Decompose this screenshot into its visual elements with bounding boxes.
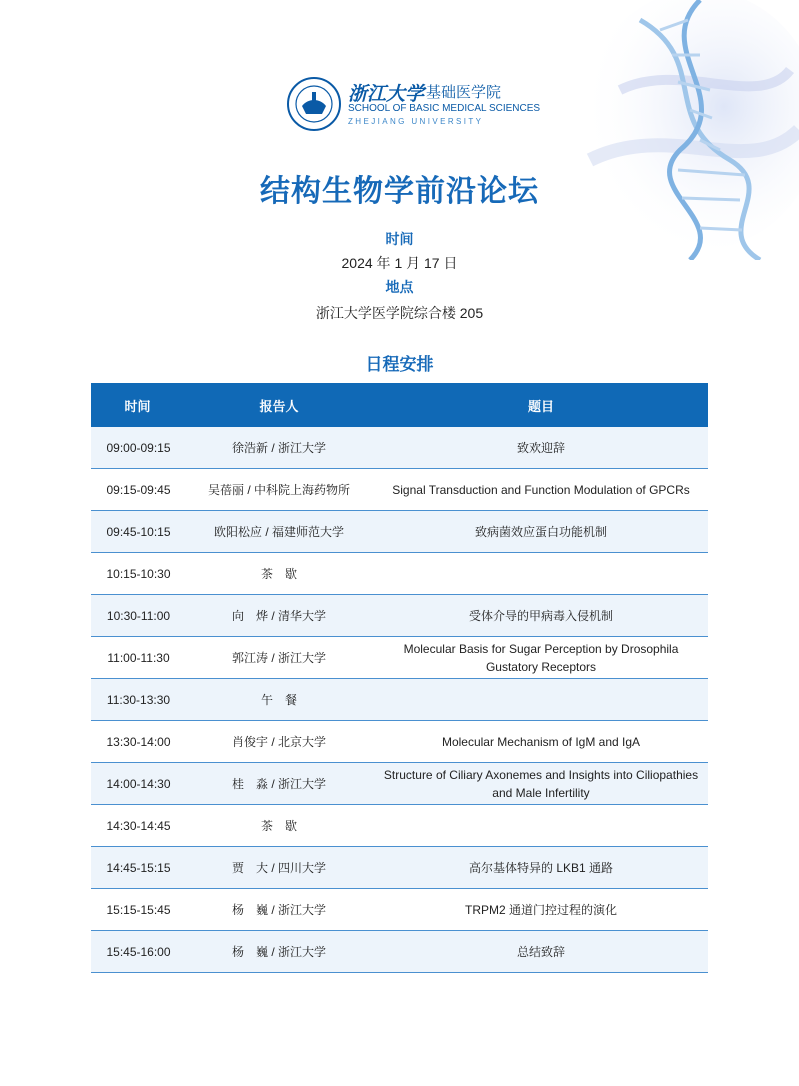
university-seal-icon: [286, 76, 342, 132]
row-speaker: 茶 歇: [184, 805, 374, 847]
university-name-cn: 浙江大学: [348, 83, 425, 105]
dna-helix-graphic: [560, 0, 799, 260]
row-time: 09:15-09:45: [91, 469, 184, 511]
schedule-heading: 日程安排: [365, 355, 434, 374]
school-name-en: SCHOOL OF BASIC MEDICAL SCIENCES: [348, 103, 541, 114]
row-topic: 总结致辞: [374, 931, 708, 973]
table-row: [91, 637, 708, 679]
row-speaker: 欧阳松应 / 福建师范大学: [184, 511, 374, 553]
column-header-topic: 题目: [374, 383, 708, 427]
table-row: [91, 889, 708, 931]
row-time: 11:30-13:30: [91, 679, 184, 721]
row-speaker: 肖俊宇 / 北京大学: [184, 721, 374, 763]
table-row: [91, 469, 708, 511]
table-row: [91, 553, 708, 595]
row-time: 14:45-15:15: [91, 847, 184, 889]
row-topic: [374, 805, 708, 847]
row-topic: 致欢迎辞: [374, 427, 708, 469]
table-row: [91, 805, 708, 847]
school-name-cn: 基础医学院: [426, 84, 502, 101]
row-time: 11:00-11:30: [91, 637, 184, 679]
row-topic: [374, 553, 708, 595]
row-topic: 高尔基体特异的 LKB1 通路: [374, 847, 708, 889]
table-row: [91, 427, 708, 469]
table-row: [91, 679, 708, 721]
table-row: [91, 721, 708, 763]
column-header-speaker: 报告人: [184, 383, 374, 427]
row-speaker: 向 烨 / 清华大学: [184, 595, 374, 637]
row-time: 10:15-10:30: [91, 553, 184, 595]
row-time: 14:00-14:30: [91, 763, 184, 805]
row-topic: 致病菌效应蛋白功能机制: [374, 511, 708, 553]
row-topic: 受体介导的甲病毒入侵机制: [374, 595, 708, 637]
row-topic: [374, 679, 708, 721]
table-header-row: [91, 383, 708, 427]
row-time: 09:45-10:15: [91, 511, 184, 553]
row-speaker: 徐浩新 / 浙江大学: [184, 427, 374, 469]
time-value: 2024 年 1 月 17 日: [341, 255, 458, 271]
row-time: 14:30-14:45: [91, 805, 184, 847]
table-row: [91, 847, 708, 889]
row-speaker: 杨 巍 / 浙江大学: [184, 931, 374, 973]
table-row: [91, 931, 708, 973]
row-time: 15:45-16:00: [91, 931, 184, 973]
row-speaker: 贾 大 / 四川大学: [184, 847, 374, 889]
schedule-table: [91, 383, 708, 973]
column-header-time: 时间: [91, 383, 184, 427]
row-topic: Molecular Basis for Sugar Perception by Drosophila Gustatory Receptors: [374, 637, 708, 679]
table-row: [91, 763, 708, 805]
row-time: 15:15-15:45: [91, 889, 184, 931]
place-value: 浙江大学医学院综合楼 205: [315, 305, 484, 321]
row-topic: Signal Transduction and Function Modulation of GPCRs: [374, 469, 708, 511]
row-speaker: 杨 巍 / 浙江大学: [184, 889, 374, 931]
page-title: 结构生物学前沿论坛: [260, 175, 539, 208]
row-speaker: 午 餐: [184, 679, 374, 721]
row-topic: Molecular Mechanism of IgM and IgA: [374, 721, 708, 763]
row-topic: TRPM2 通道门控过程的演化: [374, 889, 708, 931]
time-label: 时间: [385, 231, 414, 247]
row-speaker: 郭江涛 / 浙江大学: [184, 637, 374, 679]
row-speaker: 吴蓓丽 / 中科院上海药物所: [184, 469, 374, 511]
row-speaker: 茶 歇: [184, 553, 374, 595]
school-logo: [286, 76, 541, 132]
row-time: 13:30-14:00: [91, 721, 184, 763]
row-speaker: 桂 淼 / 浙江大学: [184, 763, 374, 805]
table-row: [91, 595, 708, 637]
table-row: [91, 511, 708, 553]
row-topic: Structure of Ciliary Axonemes and Insights into Ciliopathies and Male Infertility: [374, 763, 708, 805]
row-time: 10:30-11:00: [91, 595, 184, 637]
row-time: 09:00-09:15: [91, 427, 184, 469]
university-name-en: ZHEJIANG UNIVERSITY: [348, 117, 484, 126]
place-label: 地点: [385, 279, 414, 295]
